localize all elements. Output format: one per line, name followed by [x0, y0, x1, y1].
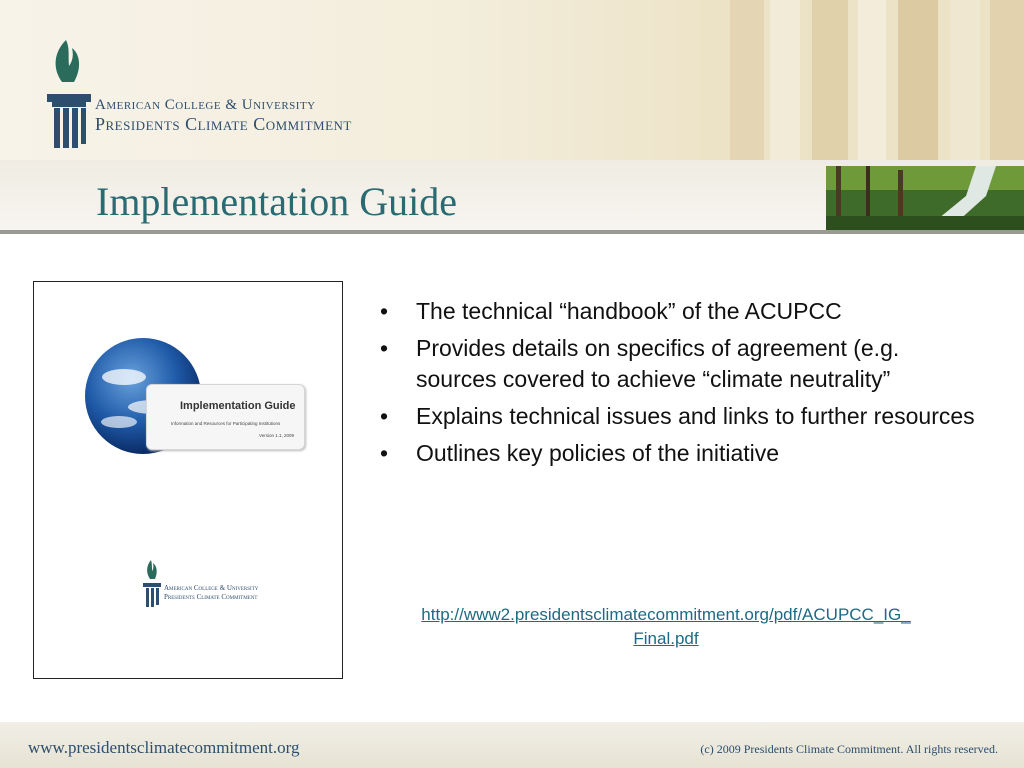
footer-website: www.presidentsclimatecommitment.org	[28, 738, 300, 757]
cover-logo-line-1: American College & University	[164, 584, 259, 592]
bullet-list	[380, 296, 980, 475]
logo-line-2: Presidents Climate Commitment	[95, 114, 352, 134]
slide-title: Implementation Guide	[96, 179, 458, 224]
bullet-item: • Explains technical issues and links to further resources	[380, 401, 980, 432]
cover-title: Implementation Guide	[180, 400, 296, 412]
guide-pdf-link-line-2[interactable]: Final.pdf	[633, 629, 699, 648]
cover-subtitle: Information and Resources for Participating Institutions	[171, 421, 281, 426]
cover-logo-line-2: Presidents Climate Commitment	[164, 592, 258, 601]
guide-pdf-link[interactable]	[376, 603, 956, 651]
cover-version: Version 1.1, 2009	[258, 433, 294, 438]
organization-logo-text	[95, 96, 352, 134]
guide-pdf-link-line-1[interactable]: http://www2.presidentsclimatecommitment.org/pdf/ACUPCC_IG_	[421, 605, 911, 624]
columns-image	[700, 0, 1024, 160]
cover-title-card	[146, 384, 305, 450]
bullet-item: • Outlines key policies of the initiative	[380, 438, 980, 469]
cover-logo-text	[164, 584, 258, 601]
title-divider	[0, 230, 1024, 234]
header-banner	[0, 0, 1024, 160]
footer-copyright: (c) 2009 Presidents Climate Commitment. All rights reserved.	[700, 742, 998, 756]
logo-line-1: American College & University	[95, 97, 316, 113]
cover-torch-logo-icon	[142, 559, 162, 609]
bullet-item: • Provides details on specifics of agreement (e.g. sources covered to achieve “climate neutrality”	[380, 333, 980, 395]
forest-waterfall-image	[826, 166, 1024, 232]
torch-logo-icon	[44, 38, 94, 150]
guide-cover-image	[33, 281, 343, 679]
bullet-item: • The technical “handbook” of the ACUPCC	[380, 296, 980, 327]
